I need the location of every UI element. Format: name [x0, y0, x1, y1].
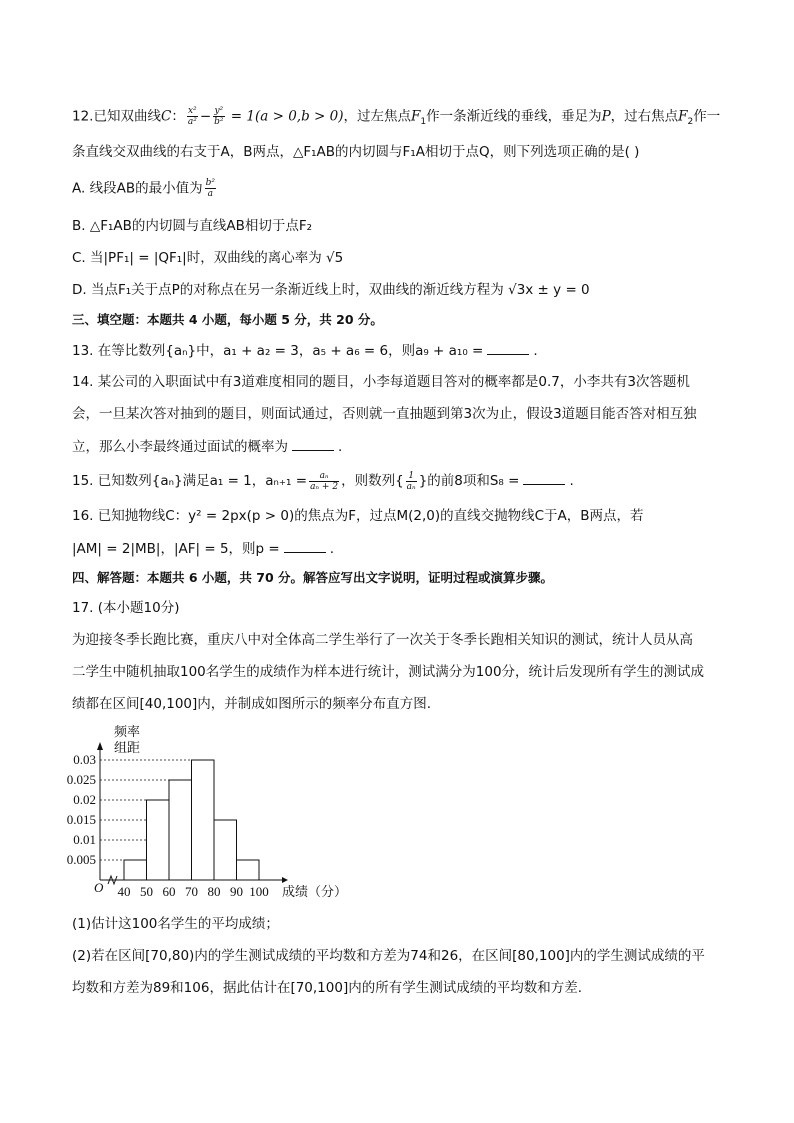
x-axis-arrow — [282, 877, 288, 883]
q12-text-c: 作一条渐近线的垂线，垂足为 — [426, 108, 602, 125]
q12-option-a: A. 线段AB的最小值为 $\frac{\text{b²}}{a}$ — [72, 178, 215, 199]
x-axis-label: 成绩（分） — [282, 884, 348, 899]
frequency-histogram — [66, 720, 372, 910]
q15-frac: $\frac{\text{aₙ}}{\text{aₙ + 2}}$ — [310, 470, 339, 492]
q12-line1: 12.已知双曲线C： $\frac{\text{x²}}{\text{a²}}$ − $\frac{\text{y²}}{\text{b²}}$ = 1(a > 0,b > 0)，过左焦点$F_1$作一条渐近线的垂线，垂足为P，过右焦点$F_2$作一 — [72, 106, 721, 128]
q12-optA-frac: $\frac{\text{b²}}{a}$ — [205, 178, 215, 199]
q12-curve-name: C — [160, 108, 172, 125]
q12-option-c: C. 当|PF₁| = |QF₁|时，双曲线的离心率为 √5 — [72, 250, 344, 266]
x-tick-label-90: 90 — [230, 884, 243, 899]
q15-blank — [523, 470, 565, 485]
q12-text-d: ，过右焦点 — [610, 108, 679, 125]
q14-blank — [292, 436, 334, 451]
y-tick-label-0: 0.03 — [73, 752, 96, 767]
q14-line3: 立，那么小李最终通过面试的概率为 . — [72, 436, 342, 457]
axis-break-mark — [108, 876, 117, 884]
q15: 15. 已知数列{aₙ}满足a₁ = 1，aₙ₊₁ = $\frac{\text{aₙ}}{\text{aₙ + 2}}$ ，则数列{ $\frac{1}{\text{aₙ}}$ }的前8项和S₈ = . — [72, 470, 574, 492]
q14-line1: 14. 某公司的入职面试中有3道难度相同的题目，小李每道题目答对的概率都是0.7，小李共有3次答题机 — [72, 374, 690, 390]
q12-text-e: 作一 — [693, 108, 721, 125]
q12-eq: = 1(a > 0,b > 0) — [226, 108, 344, 125]
x-tick-label-100: 100 — [249, 884, 269, 899]
q12-frac-y: $\frac{\text{y²}}{\text{b²}}$ — [214, 106, 224, 127]
x-tick-label-40: 40 — [117, 884, 131, 899]
chart-layer — [67, 742, 288, 899]
bar-70-80 — [192, 760, 215, 880]
q17-line2: 二学生中随机抽取100名学生的成绩作为样本进行统计，测试满分为100分，统计后发现所有学生的测试成 — [72, 664, 705, 680]
bar-90-100 — [237, 860, 260, 880]
y-tick-label-3: 0.015 — [66, 812, 96, 827]
y-tick-label-4: 0.01 — [73, 832, 96, 847]
q17-sub2-line1: (2)若在区间[70,80)内的学生测试成绩的平均数和方差为74和26，在区间[80,100]内的学生测试成绩的平 — [72, 948, 705, 964]
x-tick-label-60: 60 — [162, 884, 176, 899]
q12-option-b: B. △F₁AB的内切圆与直线AB相切于点F₂ — [72, 218, 313, 234]
y-axis-arrow — [97, 742, 103, 750]
q17-line3: 绩都在区间[40,100]内，并制成如图所示的频率分布直方图. — [72, 696, 432, 712]
x-tick-label-80: 80 — [207, 884, 221, 899]
y-tick-label-5: 0.005 — [66, 852, 96, 867]
q17-sub1: (1)估计这100名学生的平均成绩； — [72, 916, 279, 932]
q12-text-b: ，过左焦点 — [343, 108, 411, 125]
q17-header: 17. (本小题10分) — [72, 600, 180, 616]
q12-line2: 条直线交双曲线的右支于A，B两点，△F₁AB的内切圆与F₁A相切于点Q，则下列选项正确的是( ) — [72, 144, 640, 160]
q12-option-d: D. 当点F₁关于点P的对称点在另一条渐近线上时，双曲线的渐近线方程为 √3x ± y = 0 — [72, 282, 590, 298]
bar-40-50 — [124, 860, 147, 880]
q16-blank — [284, 538, 326, 553]
y-label-bottom: 组距 — [114, 740, 141, 755]
q15-recip-frac: $\frac{1}{\text{aₙ}}$ — [406, 470, 416, 492]
x-tick-label-50: 50 — [140, 884, 153, 899]
origin-label: O — [94, 880, 104, 895]
q14-line2: 会，一旦某次答对抽到的题目，则面试通过，否则就一直抽题到第3次为止，假设3道题目能否答对相互独 — [72, 406, 697, 422]
y-tick-label-1: 0.025 — [66, 772, 96, 787]
bar-50-60 — [147, 800, 170, 880]
q16-line2: |AM| = 2|MB|，|AF| = 5，则p = . — [72, 538, 334, 559]
q13-blank — [487, 340, 529, 355]
q12-text-a: 12.已知双曲线 — [72, 108, 161, 125]
q16-line1: 16. 已知抛物线C：y² = 2px(p > 0)的焦点为F，过点M(2,0)的直线交抛物线C于A，B两点，若 — [72, 508, 644, 524]
q17-line1: 为迎接冬季长跑比赛，重庆八中对全体高二学生举行了一次关于冬季长跑相关知识的测试，统计人员从高 — [72, 632, 693, 648]
q13: 13. 在等比数列{aₙ}中，a₁ + a₂ = 3，a₅ + a₆ = 6，则a₉ + a₁₀ = . — [72, 340, 538, 361]
x-tick-label-70: 70 — [185, 884, 198, 899]
section-3-heading: 三、填空题：本题共 4 小题，每小题 5 分，共 20 分。 — [72, 312, 383, 327]
y-label-top: 频率 — [114, 724, 141, 739]
section-4-heading: 四、解答题：本题共 6 小题，共 70 分。解答应写出文字说明，证明过程或演算步骤。 — [72, 570, 554, 585]
q17-sub2-line2: 均数和方差为89和106，据此估计在[70,100]内的所有学生测试成绩的平均数和方差. — [72, 980, 583, 996]
bar-80-90 — [214, 820, 237, 880]
y-tick-label-2: 0.02 — [73, 792, 96, 807]
bar-60-70 — [169, 780, 192, 880]
q12-frac-x: $\frac{\text{x²}}{\text{a²}}$ — [187, 106, 197, 127]
